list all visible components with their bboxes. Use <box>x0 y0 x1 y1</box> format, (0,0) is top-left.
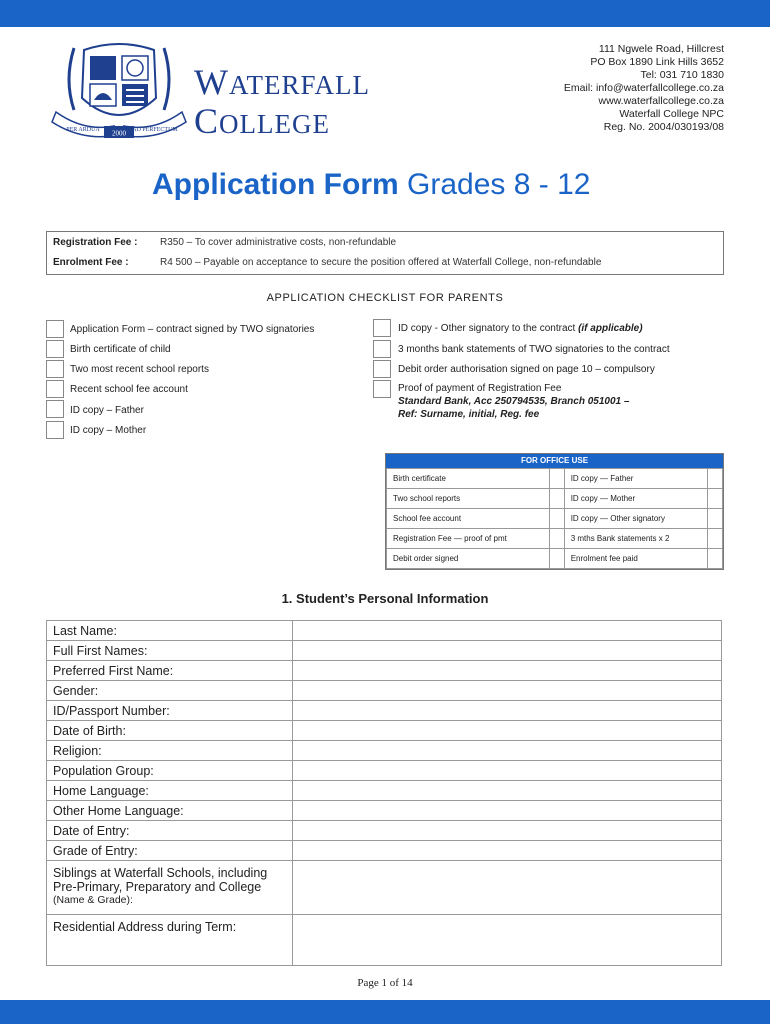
field-input[interactable] <box>293 701 722 721</box>
office-item: Birth certificate <box>387 469 550 489</box>
field-label: Religion: <box>47 741 293 761</box>
field-input[interactable] <box>293 841 722 861</box>
checkbox[interactable] <box>373 360 391 378</box>
crest-year: 2000 <box>112 129 126 138</box>
crest-motto-right: AD PERFECTUM <box>132 127 178 133</box>
field-label: Preferred First Name: <box>47 661 293 681</box>
checklist-item: Two most recent school reports <box>70 364 209 375</box>
crest-motto-left: PER ARDUA <box>66 127 100 133</box>
field-label: Date of Entry: <box>47 821 293 841</box>
checklist-item: 3 months bank statements of TWO signatories to the contract <box>398 344 670 355</box>
field-input[interactable] <box>293 761 722 781</box>
checklist-item: Proof of payment of Registration Fee <box>398 383 562 394</box>
office-item: ID copy — Other signatory <box>564 509 707 529</box>
office-use-title: FOR OFFICE USE <box>386 454 723 468</box>
office-checkbox[interactable] <box>549 529 564 549</box>
office-use-table <box>385 453 724 570</box>
checkbox[interactable] <box>46 340 64 358</box>
field-label: Other Home Language: <box>47 801 293 821</box>
section-title-student-info: 1. Student’s Personal Information <box>281 591 489 606</box>
bank-reference-line: Ref: Surname, initial, Reg. fee <box>398 409 540 420</box>
office-item: ID copy — Mother <box>564 489 707 509</box>
field-label: Full First Names: <box>47 641 293 661</box>
bank-details-line: Standard Bank, Acc 250794535, Branch 051001 – <box>398 396 630 407</box>
office-checkbox[interactable] <box>549 489 564 509</box>
office-checkbox[interactable] <box>708 529 723 549</box>
office-checkbox[interactable] <box>549 549 564 569</box>
registration-fee-value: R350 – To cover administrative costs, non-refundable <box>160 237 397 248</box>
checkbox[interactable] <box>46 400 64 418</box>
field-label: ID/Passport Number: <box>47 701 293 721</box>
page-title: Application Form Grades 8 - 12 <box>152 168 591 201</box>
office-item: ID copy — Father <box>564 469 707 489</box>
field-input[interactable] <box>293 661 722 681</box>
office-checkbox[interactable] <box>708 469 723 489</box>
field-label: Grade of Entry: <box>47 841 293 861</box>
office-item: 3 mths Bank statements x 2 <box>564 529 707 549</box>
office-checkbox[interactable] <box>708 549 723 569</box>
checkbox[interactable] <box>373 380 391 398</box>
office-checkbox[interactable] <box>549 469 564 489</box>
enrolment-fee-value: R4 500 – Payable on acceptance to secure the position offered at Waterfall College, non-refundable <box>160 257 602 268</box>
checkbox[interactable] <box>46 421 64 439</box>
checklist-item: Debit order authorisation signed on page 10 – compulsory <box>398 364 655 375</box>
address-line: Waterfall College NPC <box>619 108 724 120</box>
field-input[interactable] <box>293 641 722 661</box>
siblings-input[interactable] <box>293 861 722 915</box>
address-line: Email: info@waterfallcollege.co.za <box>563 82 724 94</box>
residential-address-label: Residential Address during Term: <box>47 915 293 966</box>
checklist-item: ID copy – Mother <box>70 425 147 436</box>
college-crest-logo <box>44 40 194 142</box>
top-color-bar <box>0 0 770 27</box>
field-label: Population Group: <box>47 761 293 781</box>
siblings-label: Siblings at Waterfall Schools, including Pre-Primary, Preparatory and College (Name & Grade): <box>47 861 293 915</box>
field-input[interactable] <box>293 721 722 741</box>
contact-address-block <box>564 43 724 134</box>
field-input[interactable] <box>293 821 722 841</box>
field-input[interactable] <box>293 801 722 821</box>
student-info-table <box>46 620 722 966</box>
office-item: Registration Fee — proof of pmt <box>387 529 550 549</box>
residential-address-input[interactable] <box>293 915 722 966</box>
enrolment-fee-label: Enrolment Fee : <box>53 257 129 268</box>
checklist-item: Birth certificate of child <box>70 344 171 355</box>
field-input[interactable] <box>293 781 722 801</box>
checkbox[interactable] <box>373 319 391 337</box>
checkbox[interactable] <box>46 360 64 378</box>
field-label: Date of Birth: <box>47 721 293 741</box>
field-label: Gender: <box>47 681 293 701</box>
office-item: School fee account <box>387 509 550 529</box>
field-input[interactable] <box>293 681 722 701</box>
address-line: www.waterfallcollege.co.za <box>598 95 724 107</box>
field-input[interactable] <box>293 741 722 761</box>
checkbox[interactable] <box>46 380 64 398</box>
checkbox[interactable] <box>46 320 64 338</box>
office-item: Two school reports <box>387 489 550 509</box>
checklist-item: ID copy - Other signatory to the contract (if applicable) <box>398 323 643 334</box>
checklist-item: ID copy – Father <box>70 405 144 416</box>
field-label: Home Language: <box>47 781 293 801</box>
address-line: PO Box 1890 Link Hills 3652 <box>590 56 724 68</box>
checklist-item: Recent school fee account <box>70 384 188 395</box>
fees-box <box>46 231 724 275</box>
office-checkbox[interactable] <box>549 509 564 529</box>
office-checkbox[interactable] <box>708 509 723 529</box>
address-line: 111 Ngwele Road, Hillcrest <box>598 43 724 55</box>
checkbox[interactable] <box>373 340 391 358</box>
office-item: Debit order signed <box>387 549 550 569</box>
checklist-item: Application Form – contract signed by TWO signatories <box>70 324 315 335</box>
bottom-color-bar <box>0 1000 770 1024</box>
field-input[interactable] <box>293 621 722 641</box>
page-number: Page 1 of 14 <box>357 977 413 989</box>
college-name: WATERFALL COLLEGE <box>194 62 370 141</box>
office-checkbox[interactable] <box>708 489 723 509</box>
address-line: Reg. No. 2004/030193/08 <box>603 121 724 133</box>
checklist-title: APPLICATION CHECKLIST FOR PARENTS <box>266 292 504 304</box>
registration-fee-label: Registration Fee : <box>53 237 138 248</box>
field-label: Last Name: <box>47 621 293 641</box>
office-item: Enrolment fee paid <box>564 549 707 569</box>
address-line: Tel: 031 710 1830 <box>640 69 724 81</box>
